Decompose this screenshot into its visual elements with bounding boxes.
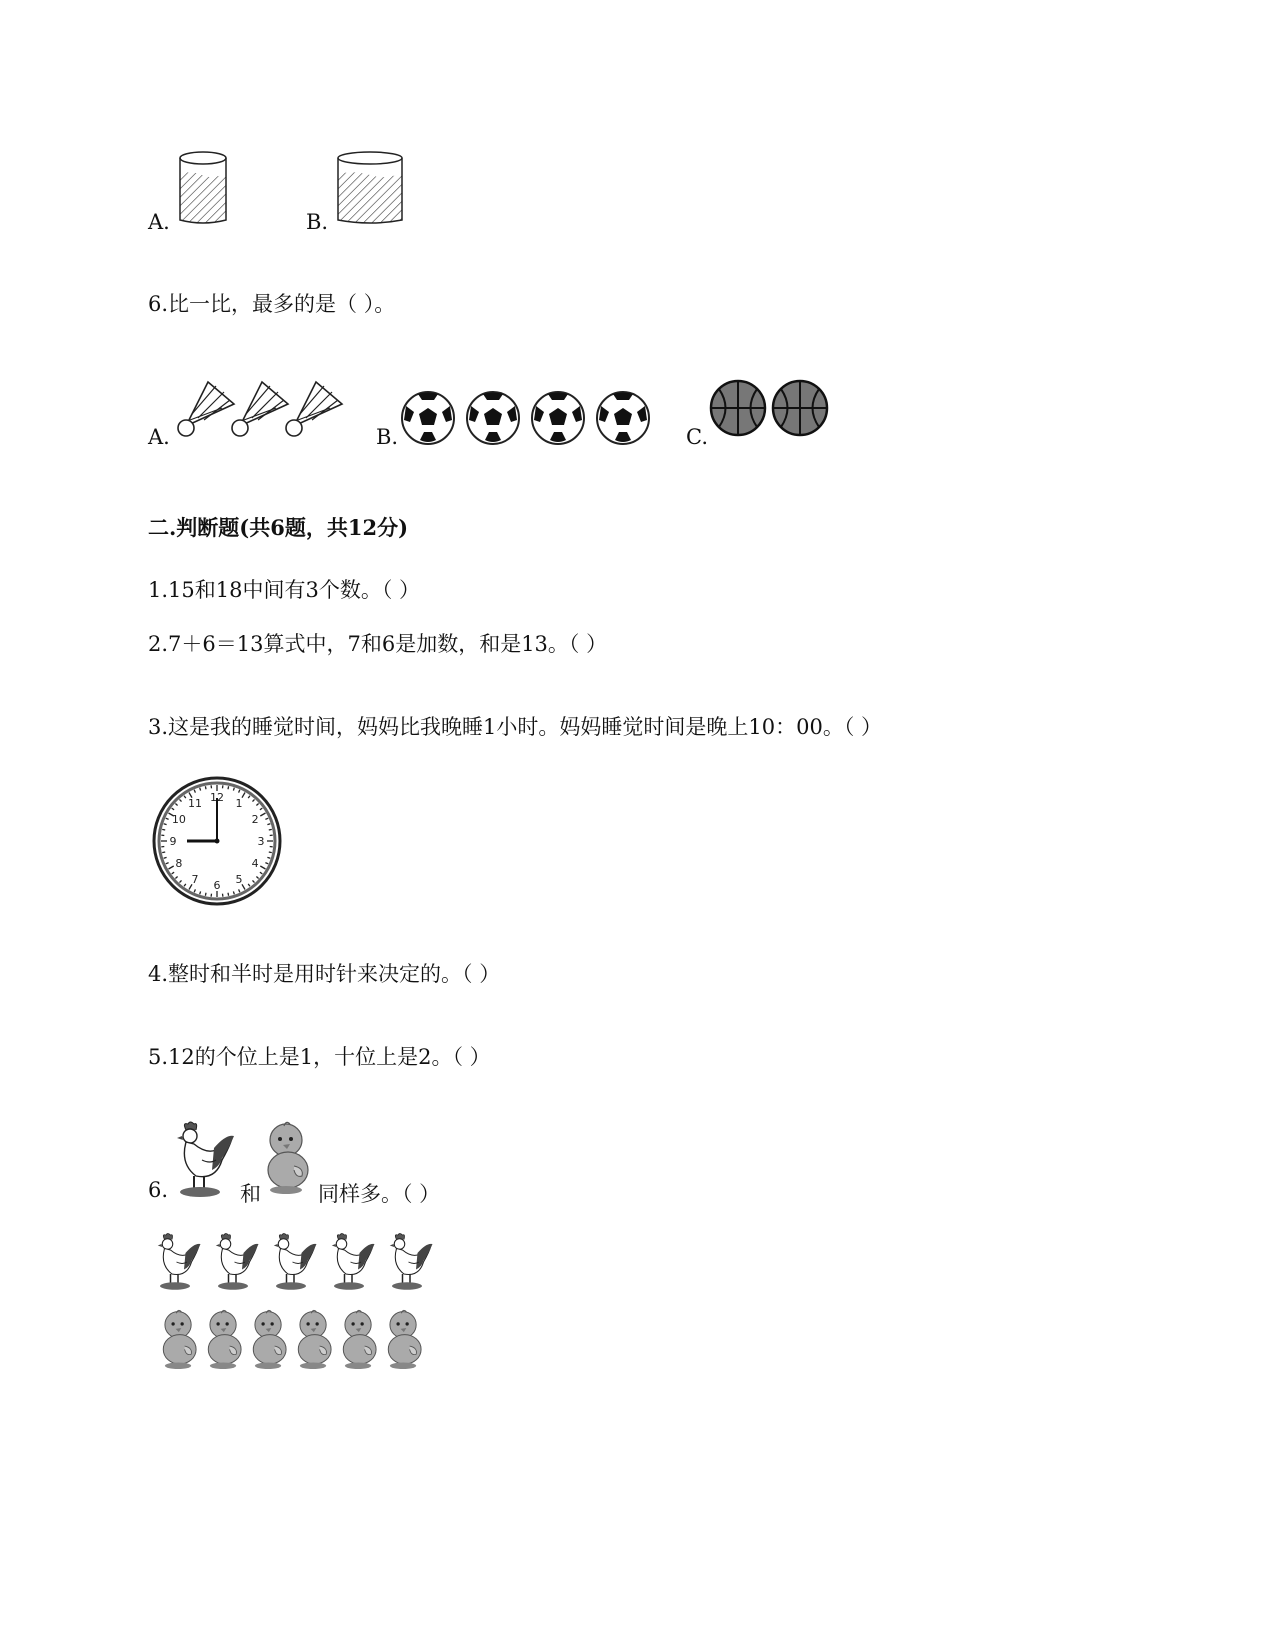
clock-tick: [164, 824, 167, 825]
clock-tick: [205, 786, 206, 789]
clock-tick: [267, 857, 270, 858]
clock-tick: [233, 788, 234, 791]
judge-item-2: 2.7＋6＝13算式中，7和6是加数，和是13。（ ）: [148, 632, 608, 656]
clock-numeral: 11: [188, 796, 202, 810]
shuttlecock-icons: [172, 378, 342, 440]
clock-numeral: 10: [171, 813, 186, 826]
clock-tick: [200, 788, 201, 791]
clock-tick: [200, 891, 201, 894]
clock-numeral: 1: [235, 796, 243, 810]
q6-option-a-label: A.: [148, 425, 170, 449]
clock-numeral: 12: [210, 791, 224, 804]
clock-numeral: 2: [251, 813, 259, 826]
rooster-icon: [172, 1120, 236, 1202]
clock-numeral: 5: [235, 873, 243, 887]
judge-item-5: 5.12的个位上是1，十位上是2。（ ）: [148, 1045, 491, 1069]
rooster-row: [154, 1232, 444, 1294]
q6-option-c-label: C.: [686, 425, 708, 449]
clock-tick: [228, 786, 229, 789]
q6-option-b-label: B.: [376, 425, 399, 449]
basketball-icons: [710, 380, 832, 438]
judge-item-3: 3.这是我的睡觉时间，妈妈比我晚睡1小时。妈妈睡觉时间是晚上10：00。（ ）: [148, 715, 883, 739]
judge-item-6-prefix: 6.: [148, 1178, 169, 1202]
clock-numeral: 6: [213, 879, 221, 892]
soccer-ball-icons: [400, 390, 660, 448]
clock-tick: [164, 857, 167, 858]
judge-item-6-middle: 和: [240, 1182, 261, 1206]
section-2-title: 二.判断题(共6题，共12分): [148, 515, 409, 540]
question-6: 6.比一比，最多的是（ ）。: [148, 292, 396, 316]
option-b-label: B.: [306, 210, 329, 234]
clock-numeral: 9: [169, 835, 177, 848]
option-a-label: A.: [148, 210, 170, 234]
clock-tick: [162, 829, 165, 830]
clock-numeral: 4: [251, 857, 259, 870]
chick-row: [160, 1310, 440, 1374]
clock-tick: [228, 893, 229, 896]
clock-tick: [269, 852, 272, 853]
clock-tick: [269, 829, 272, 830]
clock-icon: [152, 776, 282, 906]
judge-item-1: 1.15和18中间有3个数。（ ）: [148, 578, 421, 602]
judge-item-4: 4.整时和半时是用时针来决定的。（ ）: [148, 962, 501, 986]
cup-a-icon: [176, 150, 236, 230]
clock-tick: [267, 824, 270, 825]
judge-item-6-suffix: 同样多。（ ）: [318, 1182, 441, 1206]
cup-b-icon: [334, 150, 410, 230]
chick-icon: [264, 1122, 316, 1198]
clock-tick: [233, 891, 234, 894]
clock-numeral: 7: [191, 873, 199, 887]
clock-tick: [205, 893, 206, 896]
clock-numeral: 3: [257, 835, 265, 848]
clock-tick: [162, 852, 165, 853]
clock-numeral: 8: [175, 857, 183, 870]
